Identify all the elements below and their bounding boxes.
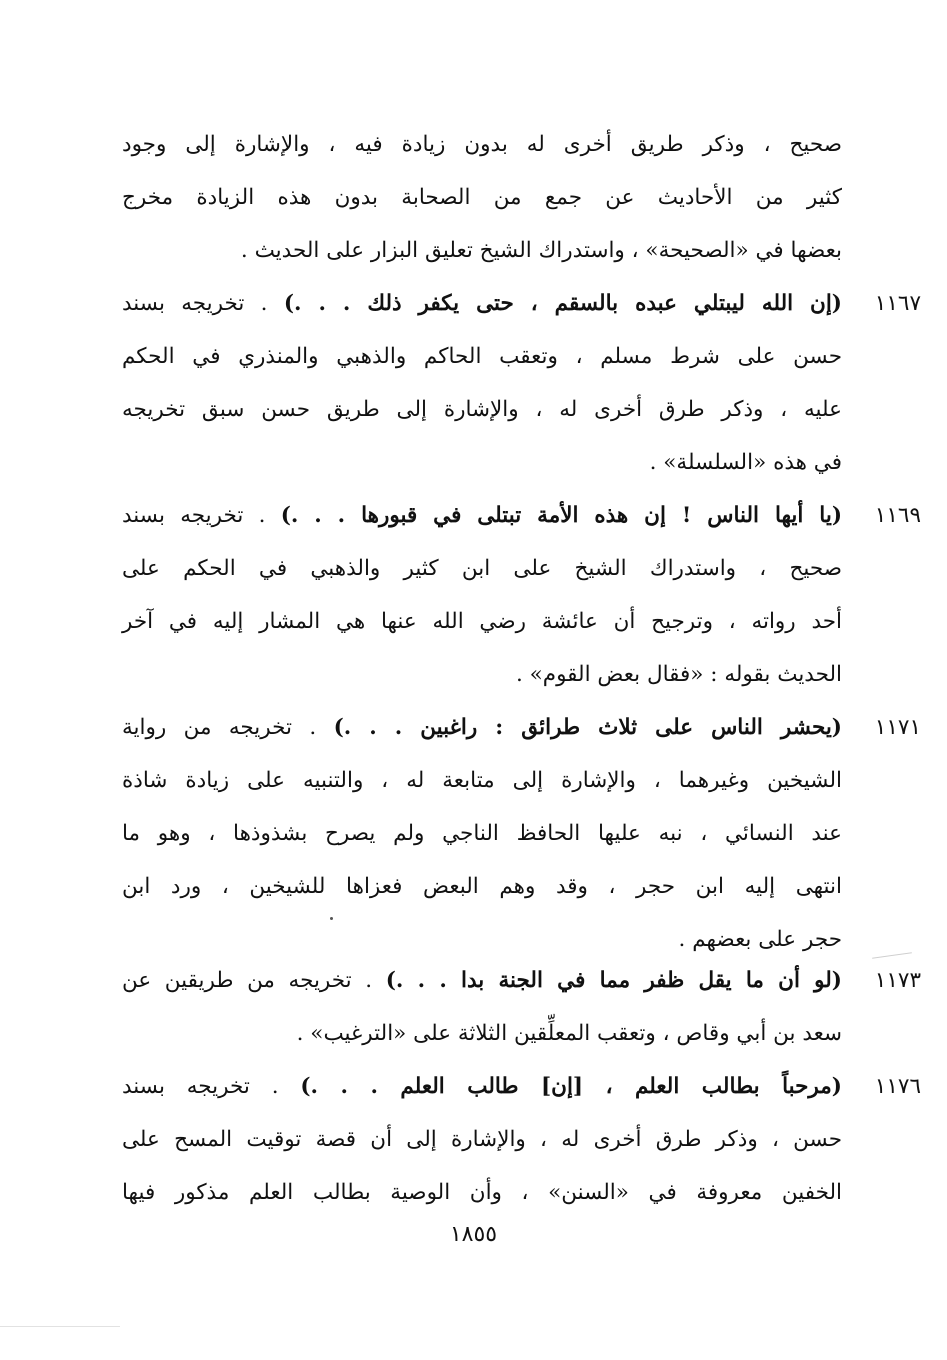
entry-line: عند النسائي ، نبه عليها الحافظ الناجي ولم يصرح بشذوذها ، وهو ما (122, 821, 842, 846)
entry-number: ١١٦٩ (874, 503, 921, 528)
entry-text: . تخريجه بسند (122, 1074, 279, 1099)
hadith-title: (مرحباً بطالب العلم ، [إن] طالب العلم . . .) (300, 1074, 842, 1099)
intro-line: كثير من الأحاديث عن جمع من الصحابة بدون هذه الزيادة مخرج (122, 185, 842, 210)
entry-first-line (122, 489, 921, 542)
hadith-title: (إن الله ليبتلي عبده بالسقم ، حتى يكفر ذلك . . .) (283, 291, 842, 316)
entry-number: ١١٦٧ (874, 291, 921, 316)
entry-line: الخفين معروفة في «السنن» ، وأن الوصية بطالب العلم مذكور فيها (122, 1180, 842, 1205)
entry-1167 (122, 277, 921, 489)
entry-line: عليه ، وذكر طرق أخرى له ، والإشارة إلى طريق حسن سبق تخريجه (122, 397, 842, 422)
entry-text: . تخريجه من طريقين عن (122, 968, 373, 993)
entry-1176 (122, 1060, 921, 1219)
entry-line: انتهى إليه ابن حجر ، وقد وهم البعض فعزاها للشيخين ، ورد ابن (122, 874, 842, 899)
entry-number: ١١٧٣ (874, 968, 921, 993)
intro-paragraph (122, 118, 842, 277)
entry-text: . تخريجه بسند (122, 291, 268, 316)
entry-1171 (122, 701, 921, 966)
entry-line: حسن على شرط مسلم ، وتعقب الحاكم والذهبي والمنذري في الحكم (122, 344, 842, 369)
entry-number: ١١٧٦ (874, 1074, 921, 1099)
hadith-title: (يا أيها الناس ! إن هذه الأمة تبتلى في قبورها . . .) (280, 503, 842, 528)
entry-line: حسن ، وذكر طرق أخرى له ، والإشارة إلى أن قصة توقيت المسح على (122, 1127, 842, 1152)
entry-first-line (122, 1060, 921, 1113)
entry-text: . تخريجه من رواية (122, 715, 317, 740)
entry-1169 (122, 489, 921, 701)
entry-line: أحد رواته ، وترجيح أن عائشة رضي الله عنها هي المشار إليه في آخر (122, 609, 842, 634)
hadith-title: (يحشر الناس على ثلاث طرائق : راغبين . . .) (333, 715, 842, 740)
entry-first-line (122, 954, 921, 1007)
entry-line: الحديث بقوله : «فقال بعض القوم» . (515, 662, 842, 687)
entry-first-line (122, 277, 921, 330)
intro-line: بعضها في «الصحيحة» ، واستدراك الشيخ تعليق البزار على الحديث . (240, 238, 842, 263)
entry-number: ١١٧١ (874, 715, 921, 740)
entry-line: الشيخين وغيرهما ، والإشارة إلى متابعة له ، والتنبيه على زيادة شاذة (122, 768, 842, 793)
intro-line: صحيح ، وذكر طريق أخرى له بدون زيادة فيه ، والإشارة إلى وجود (122, 132, 842, 157)
entry-text: . تخريجه بسند (122, 503, 266, 528)
entry-first-line (122, 701, 921, 754)
entry-line: سعد بن أبي وقاص ، وتعقب المعلِّقين الثلاثة على «الترغيب» . (296, 1021, 842, 1046)
entry-line: في هذه «السلسلة» . (649, 450, 842, 475)
scan-artifact-line (0, 1326, 120, 1327)
page-number: ١٨٥٥ (449, 1222, 498, 1247)
entry-1173 (122, 954, 921, 1060)
scan-speck (330, 917, 333, 920)
entry-line: صحيح ، واستدراك الشيخ على ابن كثير والذهبي في الحكم على (122, 556, 842, 581)
hadith-title: (لو أن ما يقل ظفر مما في الجنة بدا . . .) (385, 968, 842, 993)
entry-line: حجر على بعضهم . (678, 927, 842, 952)
